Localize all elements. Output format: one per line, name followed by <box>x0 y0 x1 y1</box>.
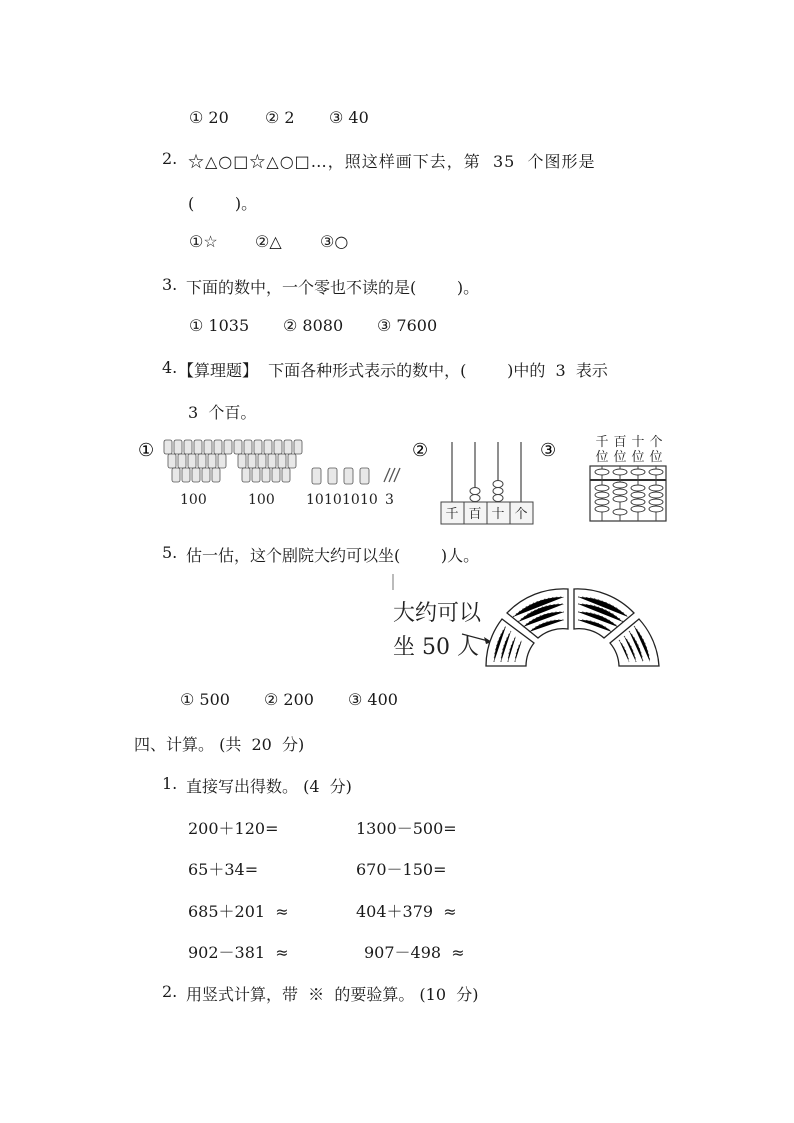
fig1-label-3: 10 <box>306 492 324 508</box>
section4-title: 四、计算。 (共 20 分) <box>134 735 305 754</box>
fig3-header-1: 千 <box>595 435 609 450</box>
problem-4a: 902－381 ≈ <box>188 943 289 962</box>
section4-q1-number: 1. <box>162 774 178 793</box>
fig1-label-1: 100 <box>180 492 207 508</box>
q4-text-line2: 3 个百。 <box>188 403 257 422</box>
q2-blank: ( )。 <box>188 194 258 213</box>
section4-q2-number: 2. <box>162 982 178 1001</box>
q5-annotation-line1: 大约可以 <box>393 601 482 626</box>
fig2-place-1: 千 <box>445 507 459 522</box>
fig2-marker: ② <box>412 440 429 461</box>
q2-option-2: ②△ <box>255 232 282 251</box>
problem-2a: 65＋34= <box>188 860 259 879</box>
fig1-label-4: 10 <box>324 492 342 508</box>
problem-3b: 404＋379 ≈ <box>356 902 457 921</box>
q3-option-2: ② 8080 <box>283 316 344 335</box>
problem-1b: 1300－500= <box>356 819 457 838</box>
q5-option-2: ② 200 <box>264 690 314 709</box>
q3-option-3: ③ 7600 <box>377 316 438 335</box>
fig2-place-3: 十 <box>491 507 505 522</box>
q3-text: 下面的数中，一个零也不读的是( )。 <box>186 278 480 297</box>
fig3-subheader-1: 位 <box>595 450 609 465</box>
q1-option-2: ② 2 <box>265 108 295 127</box>
section4-q1-text: 直接写出得数。 (4 分) <box>186 777 352 796</box>
fig3-marker: ③ <box>540 440 557 461</box>
fig3-header-4: 个 <box>649 435 663 450</box>
q4-text: 【算理题】 下面各种形式表示的数中，( )中的 3 表示 <box>178 361 608 380</box>
q2-text: ☆△○□☆△○□…，照这样画下去，第 35 个图形是 <box>188 152 596 171</box>
q1-option-3: ③ 40 <box>329 108 369 127</box>
fig1-label-5: 10 <box>342 492 360 508</box>
fig1-label-6: 10 <box>360 492 378 508</box>
fig3-header-3: 十 <box>631 435 645 450</box>
problem-1a: 200＋120= <box>188 819 279 838</box>
fig2-place-2: 百 <box>468 507 482 522</box>
problem-3a: 685＋201 ≈ <box>188 902 289 921</box>
q2-option-3: ③○ <box>320 232 349 251</box>
q4-figure-abacus <box>538 432 668 528</box>
q5-option-3: ③ 400 <box>348 690 398 709</box>
q5-annotation-line2: 坐 50 人 <box>393 635 479 660</box>
q5-theater-figure <box>388 572 668 676</box>
fig1-label-2: 100 <box>248 492 275 508</box>
q5-number: 5. <box>162 543 178 562</box>
q3-number: 3. <box>162 275 178 294</box>
problem-4b: 907－498 ≈ <box>364 943 465 962</box>
q4-figure-counting-frame <box>410 432 540 528</box>
fig3-subheader-4: 位 <box>649 450 663 465</box>
q2-option-1: ①☆ <box>189 232 218 251</box>
q3-option-1: ① 1035 <box>189 316 250 335</box>
problem-2b: 670－150= <box>356 860 447 879</box>
section4-q2-text: 用竖式计算，带 ※ 的要验算。 (10 分) <box>186 985 479 1004</box>
fig1-marker: ① <box>138 440 155 461</box>
fig1-label-7: 3 <box>385 492 394 508</box>
fig3-subheader-2: 位 <box>613 450 627 465</box>
q5-option-1: ① 500 <box>180 690 230 709</box>
fig3-subheader-3: 位 <box>631 450 645 465</box>
fig2-place-4: 个 <box>514 507 528 522</box>
q5-text: 估一估，这个剧院大约可以坐( )人。 <box>186 546 480 565</box>
q1-option-1: ① 20 <box>189 108 229 127</box>
q2-number: 2. <box>162 149 178 168</box>
q4-figure-sticks <box>130 432 410 512</box>
fig3-header-2: 百 <box>613 435 627 450</box>
q4-number: 4. <box>162 358 178 377</box>
